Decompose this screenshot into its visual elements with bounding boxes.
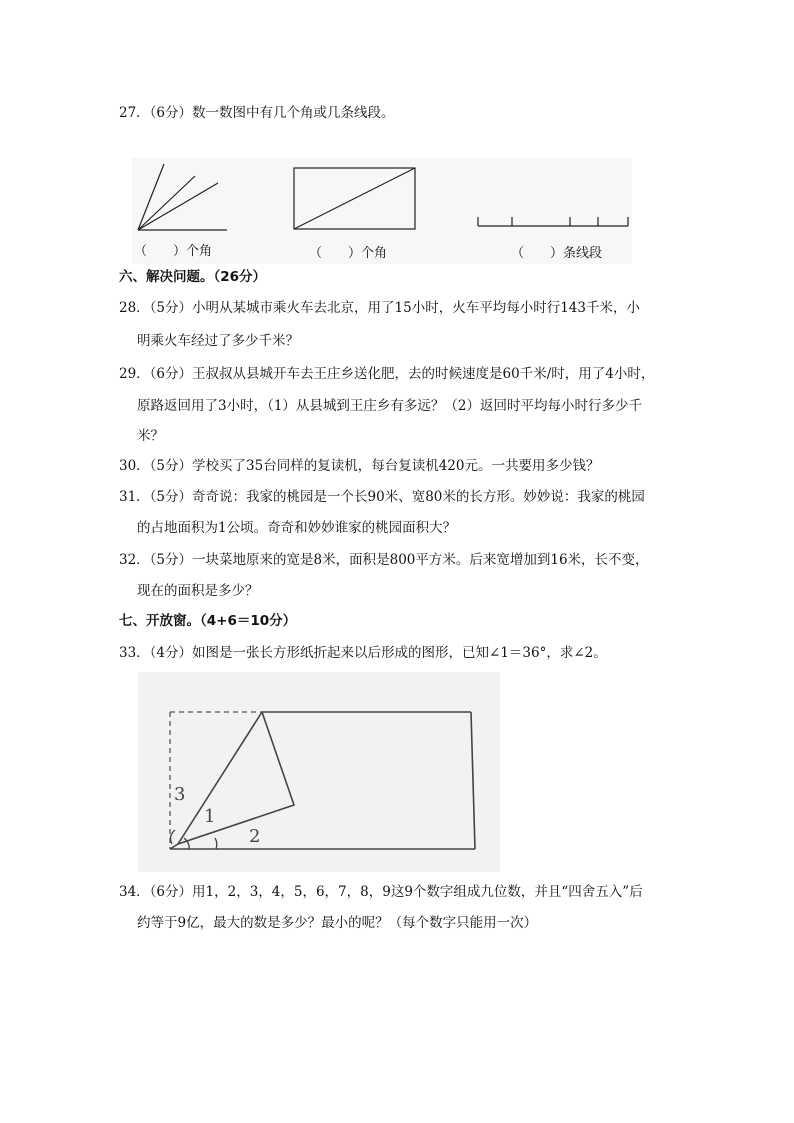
- angle-figure: [132, 158, 232, 234]
- q31-line-2: 的占地面积为1公顷。奇奇和妙妙谁家的桃园面积大？: [137, 520, 457, 536]
- q34-line-1: 34．（6分）用1，2，3，4，5，6，7，8，9这9个数字组成九位数，并且“四舍五入”后: [119, 884, 643, 900]
- q28-line-1: 28．（5分）小明从某城市乘火车去北京，用了15小时，火车平均每小时行143千米，小: [119, 300, 640, 316]
- angle-label-2: 2: [249, 826, 261, 847]
- folded-paper-figure: [138, 672, 500, 872]
- angle-label-1: 1: [204, 806, 216, 827]
- q29-line-2: 原路返回用了3小时，（1）从县城到王庄乡有多远？（2）返回时平均每小时行多少千: [137, 398, 643, 414]
- q32-line-2: 现在的面积是多少？: [137, 583, 259, 599]
- q27-text: 27．（6分）数一数图中有几个角或几条线段。: [119, 105, 395, 121]
- angle-caption: （ ）个角: [134, 244, 213, 259]
- q28-line-2: 明乘火车经过了多少千米？: [137, 333, 299, 349]
- section-6-title: 六、解决问题。（26分）: [119, 269, 267, 285]
- q31-line-1: 31．（5分）奇奇说：我家的桃园是一个长90米、宽80米的长方形。妙妙说：我家的桃园: [119, 489, 645, 505]
- segment-caption: （ ）条线段: [511, 246, 603, 261]
- q34-line-2: 约等于9亿，最大的数是多少？最小的呢？（每个数字只能用一次）: [137, 915, 538, 931]
- angle-label-3: 3: [174, 784, 186, 805]
- q33-text: 33．（4分）如图是一张长方形纸折起来以后形成的图形，已知∠1＝36°，求∠2。: [119, 645, 607, 661]
- section-7-title: 七、开放窗。（4+6＝10分）: [119, 613, 297, 629]
- line-segment-figure: [474, 210, 634, 232]
- q29-line-1: 29．（6分）王叔叔从县城开车去王庄乡送化肥，去的时候速度是60千米/时，用了4小时，: [119, 366, 655, 382]
- rectangle-caption: （ ）个角: [309, 246, 388, 261]
- q32-line-1: 32．（5分）一块菜地原来的宽是8米，面积是800平方米。后来宽增加到16米，长不变，: [119, 552, 649, 568]
- q30-line-1: 30．（5分）学校买了35台同样的复读机，每台复读机420元。一共要用多少钱？: [119, 458, 600, 474]
- q29-line-3: 米？: [137, 428, 164, 444]
- rectangle-diagonal-figure: [292, 166, 418, 232]
